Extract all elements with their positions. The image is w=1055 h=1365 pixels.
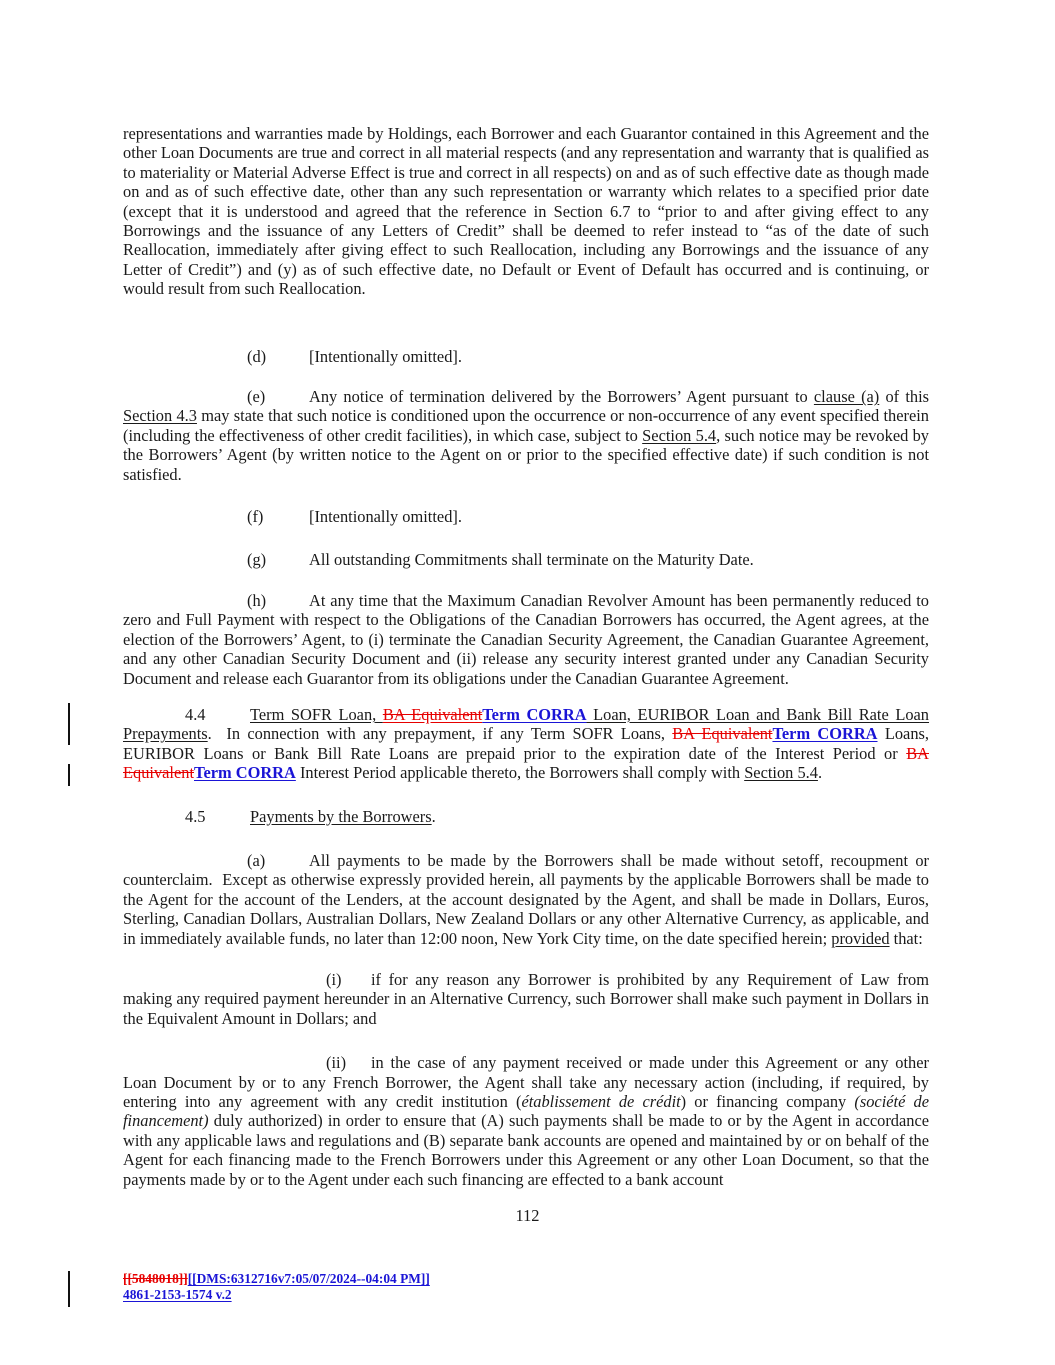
revision-change-bar [68, 1271, 70, 1307]
clause-e [123, 387, 929, 484]
text-run: BA Equivalent [672, 724, 773, 744]
text-run: Loan, EURIBOR Loan and Bank Bill Rate Loan Prepayments [123, 704, 930, 744]
text-run: if for any reason any Borrower is prohibited by any Requirement of Law from making any required payment hereunder in an Alternative Currency, such Borrower shall make such payment in Dollars in the Equivalent Amount in Dollars; and [123, 970, 929, 1028]
text-run: Loans, EURIBOR Loans or Bank Bill Rate Loans are prepaid prior to the expiration date of the Interest Period or [123, 724, 929, 763]
text-run: clause (a) [813, 387, 880, 407]
text-run: BA Equivalent [382, 704, 483, 724]
clause-f [123, 507, 929, 526]
text-run: Payments by the Borrowers [250, 806, 432, 826]
text-run: Section 5.4 [744, 763, 818, 783]
text-run: representations and warranties made by Holdings, each Borrower and each Guarantor contained in this Agreement and the other Loan Documents are true and correct in all material respects (and any representation and warranty that is qualified as to materiality or Material Adverse Effect is true and correct in all respects) on and as of such effective date as though made on and as of such effective date, other than any such representation or warranty which relates to a specified prior date (except that it is understood and agreed that the reference in Section 6.7 to “prior to and after giving effect to any Borrowings and the issuance of any Letters of Credit” shall be deemed to refer instead to “as of the date of such Reallocation, immediately after giving effect to such Reallocation, including any Borrowings and the issuance of any Letter of Credit”) and (y) as of such effective date, no Default or Event of Default has occurred and is continuing, or would result from such Reallocation. [123, 124, 929, 299]
text-run: [Intentionally omitted]. [309, 507, 462, 527]
text-run: in the case of any payment received or made under this Agreement or any other Loan Document by or to any French Borrower, the Agent shall take any necessary action (including, if required, by entering into any agreement with any credit institution ( [123, 1053, 929, 1112]
clause-a [123, 851, 929, 948]
text-run: Interest Period applicable thereto, the Borrowers shall comply with [295, 763, 745, 783]
text-run: Section 4.3 [123, 406, 197, 426]
paragraph-label: (d) [247, 346, 267, 366]
text-run: . In connection with any prepayment, if any Term SOFR Loans, [207, 724, 673, 744]
document-footer [123, 1271, 430, 1302]
paragraph-label: (ii) [326, 1053, 347, 1073]
paragraph-label: (a) [247, 850, 266, 870]
clause-i [123, 970, 929, 1028]
text-run: Any notice of termination delivered by the Borrowers’ Agent pursuant to [309, 387, 814, 407]
text-run: établissement de crédit [521, 1092, 681, 1112]
text-run: may state that such notice is conditioned upon the occurrence or non-occurrence of any event specified therein (including the effectiveness of other credit facilities), in which case, subject to [123, 406, 930, 445]
revision-change-bar [68, 764, 70, 786]
paragraph-label: 4.4 [185, 704, 206, 724]
page-number: 112 [515, 1206, 540, 1225]
text-run: Term CORRA [194, 763, 296, 783]
text-run: All outstanding Commitments shall terminate on the Maturity Date. [309, 549, 754, 569]
paragraph-label: (e) [247, 387, 266, 407]
text-run: At any time that the Maximum Canadian Revolver Amount has been permanently reduced to zero and Full Payment with respect to the Obligations of the Canadian Borrowers has occurred, the Agent agrees, at the election of the Borrowers’ Agent, to (i) terminate the Canadian Security Agreement, the Canadian Guarantee Agreement, and any other Canadian Security Document and (ii) release any security interest granted under any Canadian Security Document and release each Guarantor from its obligations under the Canadian Guarantee Agreement. [123, 590, 929, 688]
section-4-4 [123, 705, 929, 783]
paragraph-label: (i) [326, 970, 342, 989]
text-run: Term CORRA [772, 724, 878, 744]
clause-d [123, 347, 929, 366]
paragraph-label: (g) [247, 549, 267, 569]
revision-change-bar [68, 703, 70, 745]
footer-line-doc-id [123, 1271, 430, 1287]
clause-ii [123, 1053, 929, 1189]
clause-h [123, 591, 929, 688]
text-run: Term SOFR Loan, [250, 704, 383, 724]
text-run: BA Equivalent [123, 743, 929, 783]
text-run: that: [889, 928, 923, 948]
text-run: All payments to be made by the Borrowers shall be made without setoff, recoupment or counterclaim. Except as otherwise expressly provided herein, all payments by the applicable Borrowers shall be made to the Agent for the account of the Lenders, at the account designated by the Agent, and shall be made in Dollars, Euros, Sterling, Canadian Dollars, Australian Dollars, New Zealand Dollars or any other Alternative Currency, as applicable, and in immediately available funds, no later than 12:00 noon, New York City time, on the date specified herein; [123, 850, 929, 948]
text-run: ) or financing company [680, 1092, 855, 1112]
intro-continuation [123, 124, 929, 299]
text-run: provided [831, 928, 890, 948]
paragraph-label: 4.5 [185, 806, 206, 826]
text-run: , such notice may be revoked by the Borrowers’ Agent (by written notice to the Agent on or prior to the specified effective date) if such condition is not satisfied. [123, 425, 929, 484]
text-run: Term CORRA [482, 704, 587, 724]
text-run: . [817, 763, 823, 783]
text-run: [[5848018]] [123, 1271, 188, 1286]
text-run: [Intentionally omitted]. [309, 346, 462, 366]
text-run: . [431, 806, 436, 826]
paragraph-label: (h) [247, 590, 267, 610]
text-run: Section 5.4 [642, 425, 717, 445]
text-run: duly authorized) in order to ensure that (A) such payments shall be made to or by the Agent in accordance with any applicable laws and regulations and (B) separate bank accounts are opened and maintained by or on behalf of the Agent for each financing made to the French Borrowers under this Agreement or any other Loan Document, so that the payments made by or to the Agent under each such financing are effected to a bank account [123, 1111, 929, 1189]
section-4-5 [123, 807, 929, 826]
paragraph-label: (f) [247, 507, 264, 527]
text-run: 4861-2153-1574 v.2 [123, 1286, 232, 1302]
text-run: [[DMS:6312716v7:05/07/2024--04:04 PM]] [187, 1271, 430, 1286]
document-body [123, 0, 929, 1189]
text-run: of this [879, 387, 930, 407]
clause-g [123, 550, 929, 569]
footer-line-version [123, 1287, 430, 1303]
text-run: (société de financement) [123, 1092, 929, 1131]
